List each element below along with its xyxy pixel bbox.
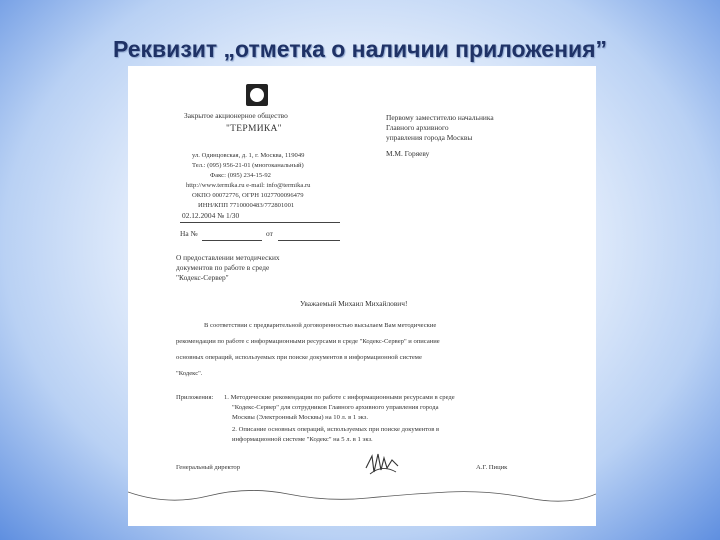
attachment-line: Москвы (Электронный Москвы) на 10 л. в 1 экз. — [232, 414, 369, 421]
body-line: рекомендации по работе с информационными ресурсами в среде "Кодекс-Сервер" и описание — [176, 338, 440, 345]
ref-middle: от — [266, 229, 273, 238]
addressee-name: М.М. Горяеву — [386, 149, 430, 158]
addressee-line: Первому заместителю начальника — [386, 113, 494, 122]
date-underline — [180, 222, 340, 223]
addressee-line: управления города Москвы — [386, 133, 473, 142]
body-line: В соответствии с предварительной договоренностью высылаем Вам методические — [204, 322, 437, 329]
org-form: Закрытое акционерное общество — [184, 111, 288, 120]
body-line: "Кодекс". — [176, 370, 203, 377]
signer-name: А.Г. Пицик — [476, 464, 508, 471]
body-line: основных операций, используемых при поиске документов в информационной системе — [176, 354, 422, 361]
attachment-line: 1. Методические рекомендации по работе с информационными ресурсами в среде — [224, 394, 455, 401]
attachment-line: 2. Описание основных операций, используемых при поиске документов в — [232, 426, 440, 433]
signature-scribble-icon — [364, 450, 404, 478]
slide-title: Реквизит „отметка о наличии приложения” — [112, 36, 608, 62]
address-line: Факс: (095) 234-15-92 — [210, 172, 271, 179]
attachment-line: "Кодекс-Сервер" для сотрудников Главного архивного управления города — [232, 404, 439, 411]
ref-underline — [202, 240, 262, 241]
address-line: ОКПО 00072776, ОГРН 1027700096479 — [192, 192, 304, 199]
address-line: ул. Одинцовская, д. 1, г. Москва, 119049 — [192, 152, 305, 159]
address-line: Тел.: (095) 956-21-01 (многоканальный) — [192, 162, 304, 169]
page-wave-edge — [128, 484, 596, 526]
date-line: 02.12.2004 № 1/30 — [182, 211, 240, 220]
addressee-line: Главного архивного — [386, 123, 449, 132]
subject-line: "Кодекс-Сервер" — [176, 273, 229, 282]
subject-line: О предоставлении методических — [176, 253, 280, 262]
subject-line: документов по работе в среде — [176, 263, 270, 272]
address-line: http://www.termika.ru e-mail: info@termika.ru — [186, 182, 311, 189]
attachment-line: информационной системе "Кодекс" на 5 л. в 1 экз. — [232, 436, 373, 443]
org-name: "ТЕРМИКА" — [226, 124, 282, 134]
signer-position: Генеральный директор — [176, 464, 241, 471]
ref-prefix: На № — [180, 229, 198, 238]
address-line: ИНН/КПП 7710000483/772801001 — [198, 202, 295, 209]
attachment-label: Приложения: — [176, 394, 214, 401]
letter-page — [128, 66, 596, 526]
salutation: Уважаемый Михаил Михайлович! — [300, 299, 408, 308]
ref-date-underline — [278, 240, 340, 241]
company-logo — [246, 84, 268, 106]
